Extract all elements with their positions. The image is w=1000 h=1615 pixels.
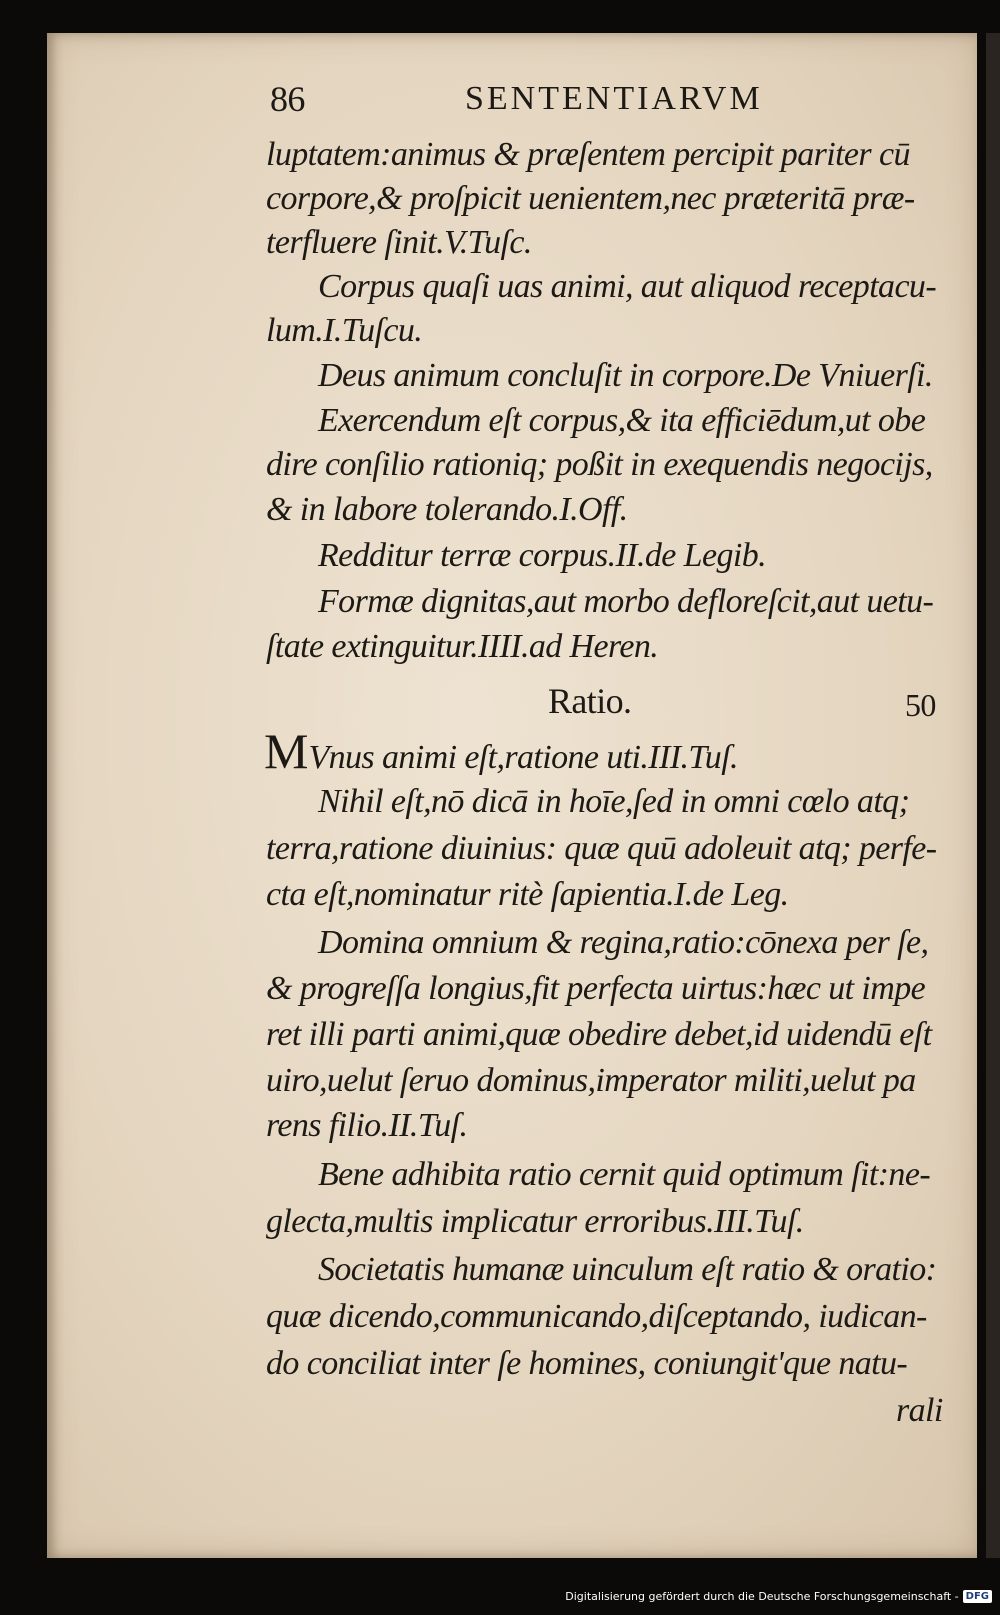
credit-text: Digitalisierung gefördert durch die Deutsche Forschungsgemeinschaft - bbox=[565, 1590, 959, 1603]
text-line: quæ dicendo,communicando,diſceptando, iudican- bbox=[266, 1298, 927, 1335]
text-line: Bene adhibita ratio cernit quid optimum ſit:ne- bbox=[318, 1156, 931, 1193]
catchword: rali bbox=[896, 1392, 943, 1429]
text-line: uiro,uelut ſeruo dominus,imperator militi,uelut pa bbox=[266, 1062, 916, 1099]
text-line: luptatem:animus & præſentem percipit pariter cū bbox=[266, 136, 910, 173]
text-line bbox=[264, 722, 738, 780]
text-line: rens filio.II.Tuſ. bbox=[266, 1107, 468, 1144]
text-line: Societatis humanæ uinculum eſt ratio & oratio: bbox=[318, 1251, 937, 1288]
text-line: ret illi parti animi,quæ obedire debet,id uidendū eſt bbox=[266, 1016, 932, 1053]
text-line: & in labore tolerando.I.Off. bbox=[266, 491, 628, 528]
text-line: Deus animum concluſit in corpore.De Vniuerſi. bbox=[318, 357, 933, 394]
text-line: & progreſſa longius,fit perfecta uirtus:hæc ut impe bbox=[266, 970, 926, 1007]
text-line: Redditur terræ corpus.II.de Legib. bbox=[318, 537, 766, 574]
text-line: lum.I.Tuſcu. bbox=[266, 312, 423, 349]
digitization-credit bbox=[565, 1590, 992, 1603]
text-line: dire conſilio rationiq; poßit in exequendis negocijs, bbox=[266, 446, 933, 483]
text-line: Exercendum eſt corpus,& ita efficiēdum,ut obe bbox=[318, 402, 926, 439]
text-line: do conciliat inter ſe homines, coniungit'que natu- bbox=[266, 1345, 908, 1382]
section-heading: Ratio. bbox=[548, 681, 632, 721]
text-line: cta eſt,nominatur ritè ſapientia.I.de Leg. bbox=[266, 876, 789, 913]
running-title: SENTENTIARVM bbox=[465, 80, 763, 117]
text-line-content: Vnus animi eſt,ratione uti.III.Tuſ. bbox=[308, 739, 738, 776]
text-line: terfluere ſinit.V.Tuſc. bbox=[266, 224, 532, 261]
text-line: Formæ dignitas,aut morbo defloreſcit,aut uetu- bbox=[318, 583, 934, 620]
text-line: Domina omnium & regina,ratio:cōnexa per ſe, bbox=[318, 924, 929, 961]
text-line: Corpus quaſi uas animi, aut aliquod receptacu- bbox=[318, 268, 937, 305]
text-line: Nihil eſt,nō dicā in hoīe,ſed in omni cœlo atq; bbox=[318, 783, 910, 820]
text-line: glecta,multis implicatur erroribus.III.Tuſ. bbox=[266, 1203, 804, 1240]
dfg-logo-icon: DFG bbox=[963, 1590, 992, 1603]
text-line: corpore,& proſpicit uenientem,nec præteritā præ- bbox=[266, 180, 915, 217]
page-number: 86 bbox=[270, 79, 305, 119]
drop-cap: M bbox=[264, 723, 309, 779]
text-line: terra,ratione diuinius: quæ quū adoleuit atq; perfe- bbox=[266, 830, 937, 867]
text-line: ſtate extinguitur.IIII.ad Heren. bbox=[266, 628, 659, 665]
page-edge bbox=[986, 33, 1000, 1558]
section-number: 50 bbox=[905, 687, 936, 723]
